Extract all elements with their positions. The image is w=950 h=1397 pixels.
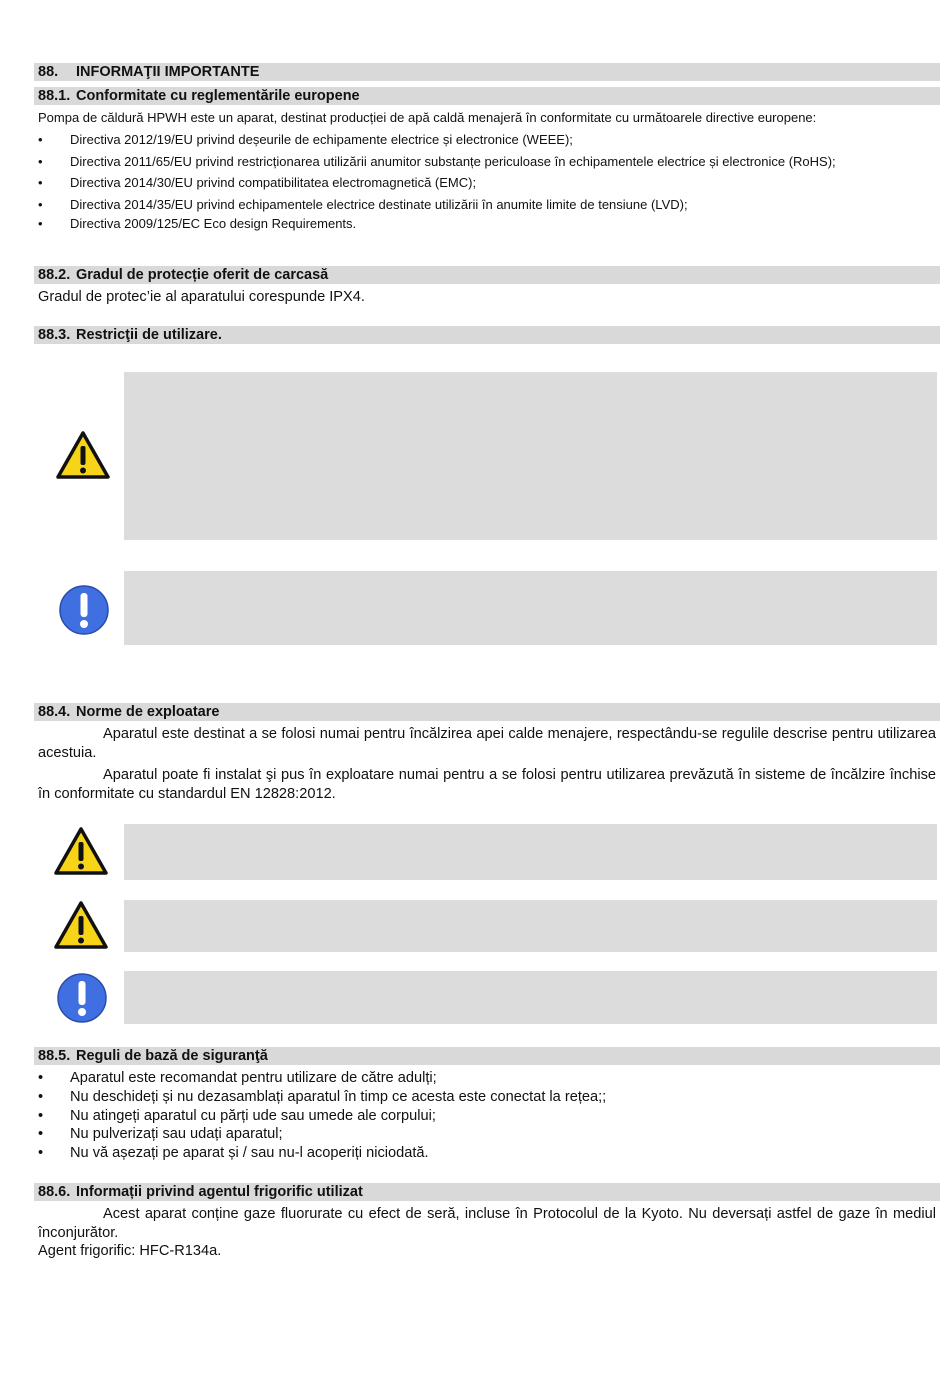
subsection-title: Conformitate cu reglementările europene <box>76 88 360 104</box>
subsection-header-88-3 <box>34 326 940 344</box>
subsection-number: 88.1. <box>38 88 71 104</box>
warning-notice-box <box>124 372 937 540</box>
warning-triangle-icon <box>54 826 108 881</box>
subsection-title: Norme de exploatare <box>76 704 220 720</box>
subsection-title: Gradul de protecție oferit de carcasă <box>76 267 329 283</box>
section-header <box>34 63 940 81</box>
subsection-header-88-4 <box>34 703 940 721</box>
section-title: INFORMAŢII IMPORTANTE <box>76 64 260 80</box>
refrigerant-line: Agent frigorific: HFC-R134a. <box>38 1243 222 1259</box>
info-notice-box <box>124 571 937 645</box>
subsection-number: 88.6. <box>38 1184 71 1200</box>
subsection-header-88-6 <box>34 1183 940 1201</box>
warning-notice-box <box>124 900 937 952</box>
paragraph: Aparatul este destinat a se folosi numai pentru încălzirea apei calde menajere, respectându-se regulile descrise pentru utilizarea acestuia. <box>38 726 936 761</box>
intro-paragraph: Pompa de căldură HPWH este un aparat, destinat producției de apă caldă menajeră în conformitate cu următoarele directive europene: <box>38 110 817 125</box>
section-number: 88. <box>38 64 59 80</box>
subsection-number: 88.3. <box>38 327 71 343</box>
paragraph: Acest aparat conține gaze fluorurate cu efect de seră, incluse în Protocolul de la Kyoto. Nu deversați astfel de gaze în mediul înconjurător. <box>38 1206 936 1241</box>
subsection-number: 88.4. <box>38 704 71 720</box>
subsection-title: Reguli de bază de siguranţă <box>76 1048 268 1064</box>
subsection-header-88-2 <box>34 266 940 284</box>
warning-triangle-icon <box>56 430 110 485</box>
subsection-number: 88.5. <box>38 1048 71 1064</box>
protection-text: Gradul de protec’ie al aparatului corespunde IPX4. <box>38 289 365 305</box>
paragraph: Aparatul poate fi instalat şi pus în exploatare numai pentru a se folosi pentru utilizarea prevăzută în sisteme de încălzire închise în conformitate cu standardul EN 12828:2012. <box>38 767 936 802</box>
mandatory-exclamation-icon <box>59 585 109 640</box>
subsection-header-88-1 <box>34 87 940 105</box>
subsection-number: 88.2. <box>38 267 71 283</box>
warning-triangle-icon <box>54 900 108 955</box>
subsection-header-88-5 <box>34 1047 940 1065</box>
subsection-title: Restricţii de utilizare. <box>76 327 222 343</box>
subsection-title: Informații privind agentul frigorific utilizat <box>76 1184 363 1200</box>
warning-notice-box <box>124 824 937 880</box>
info-notice-box <box>124 971 937 1024</box>
mandatory-exclamation-icon <box>57 973 107 1028</box>
